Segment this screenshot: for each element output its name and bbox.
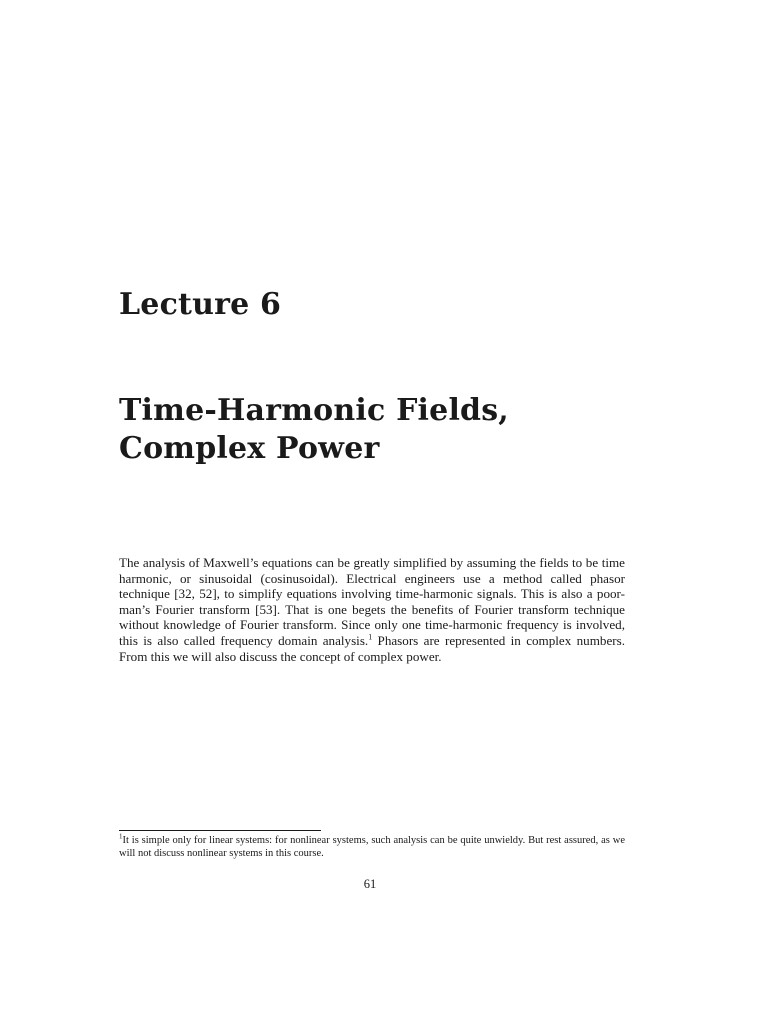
footnote [119,834,625,860]
footnote-reference[interactable]: 1 [368,632,373,642]
page-number: 61 [363,877,377,891]
lecture-number-heading: Lecture 6 [119,287,282,322]
footnote-marker: 1 [119,832,123,841]
intro-paragraph-main: The analysis of Maxwell’s equations can be greatly simplified by assuming the fields to be time harmonic, or sinusoidal (cosinusoidal). Electrical engineers use a method called phasor technique [32, 52], to simplify equations involving time-harmonic signals. This is also a poor-man’s Fourier transform [53]. That is one begets the benefits of Fourier transform technique without knowledge of Fourier transform. Since only one time-harmonic frequency is involved, this is also called frequency domain analysis. [119,555,625,648]
intro-paragraph-tail: Phasors are represented in complex numbers. From this we will also discuss the concept of complex power. [119,632,625,664]
intro-paragraph [119,555,625,664]
footnote-text: It is simple only for linear systems: for nonlinear systems, such analysis can be quite unwieldy. But rest assured, as we will not discuss nonlinear systems in this course. [119,835,625,859]
lecture-title: Time-Harmonic Fields, Complex Power [119,393,509,466]
footnote-divider [119,830,321,831]
